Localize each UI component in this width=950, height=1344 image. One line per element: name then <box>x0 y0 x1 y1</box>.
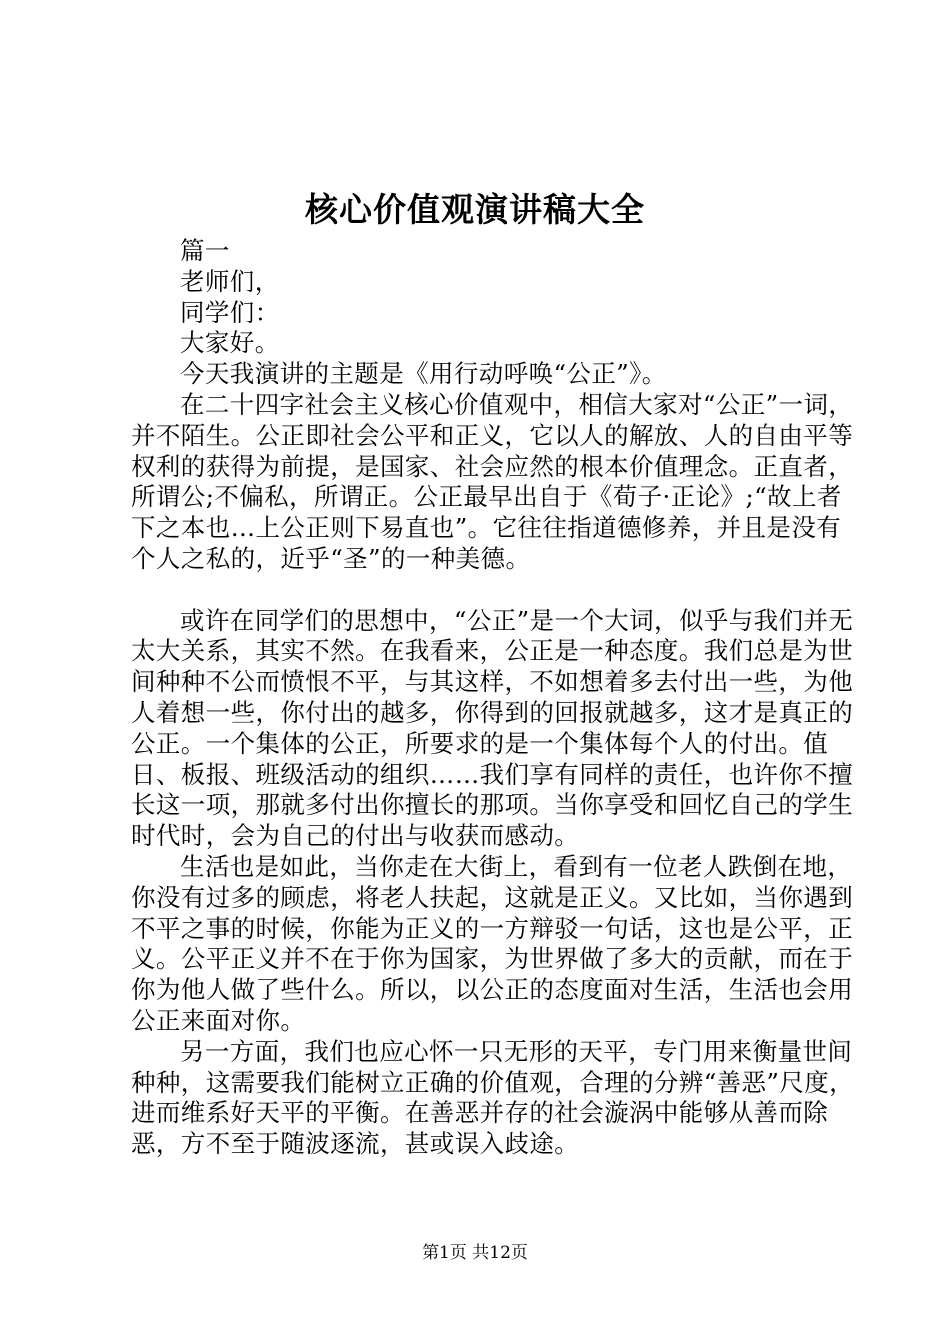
section-heading: 篇一 <box>180 236 230 265</box>
greeting: 大家好。 <box>180 328 280 358</box>
document-title: 核心价值观演讲稿大全 <box>305 190 645 229</box>
body-paragraph: 在二十四字社会主义核心价值观中，相信大家对“公正”一词，并不陌生。公正即社会公平和正义，它以人的解放、人的自由平等权利的获得为前提，是国家、社会应然的根本价值理念。正直者，所谓公;不偏私，所谓正。公正最早出自于《荀子·正论》;“故上者下之本也…上公正则下易直也”。它往往指道德修养，并且是没有个人之私的，近乎“圣”的一种美德。 <box>131 389 854 573</box>
body-paragraph: 另一方面，我们也应心怀一只无形的天平，专门用来衡量世间种种，这需要我们能树立正确的价值观，合理的分辨“善恶”尺度，进而维系好天平的平衡。在善恶并存的社会漩涡中能够从善而除恶，方不至于随波逐流，甚或误入歧途。 <box>131 1036 855 1159</box>
document-body <box>131 236 861 1160</box>
topic-paragraph: 今天我演讲的主题是《用行动呼唤“公正”》。 <box>180 359 667 389</box>
body-paragraph: 或许在同学们的思想中，“公正”是一个大词，似乎与我们并无太大关系，其实不然。在我看来，公正是一种态度。我们总是为世间种种不公而愤恨不平，与其这样，不如想着多去付出一些，为他人着想一些，你付出的越多，你得到的回报就越多，这才是真正的公正。一个集体的公正，所要求的是一个集体每个人的付出。值日、板报、班级活动的组织……我们享有同样的责任，也许你不擅长这一项，那就多付出你擅长的那项。当你享受和回忆自己的学生时代时，会为自己的付出与收获而感动。 <box>131 605 854 851</box>
salutation-teachers: 老师们， <box>180 266 280 296</box>
salutation-students: 同学们： <box>180 297 280 327</box>
body-paragraph: 生活也是如此，当你走在大街上，看到有一位老人跌倒在地，你没有过多的顾虑，将老人扶起，这就是正义。又比如，当你遇到不平之事的时候，你能为正义的一方辩驳一句话，这也是公平，正义。公平正义并不在于你为国家，为世界做了多大的贡献，而在于你为他人做了些什么。所以，以公正的态度面对生活，生活也会用公正来面对你。 <box>131 851 854 1035</box>
page-number-footer: 第1页 共12页 <box>422 1243 528 1263</box>
